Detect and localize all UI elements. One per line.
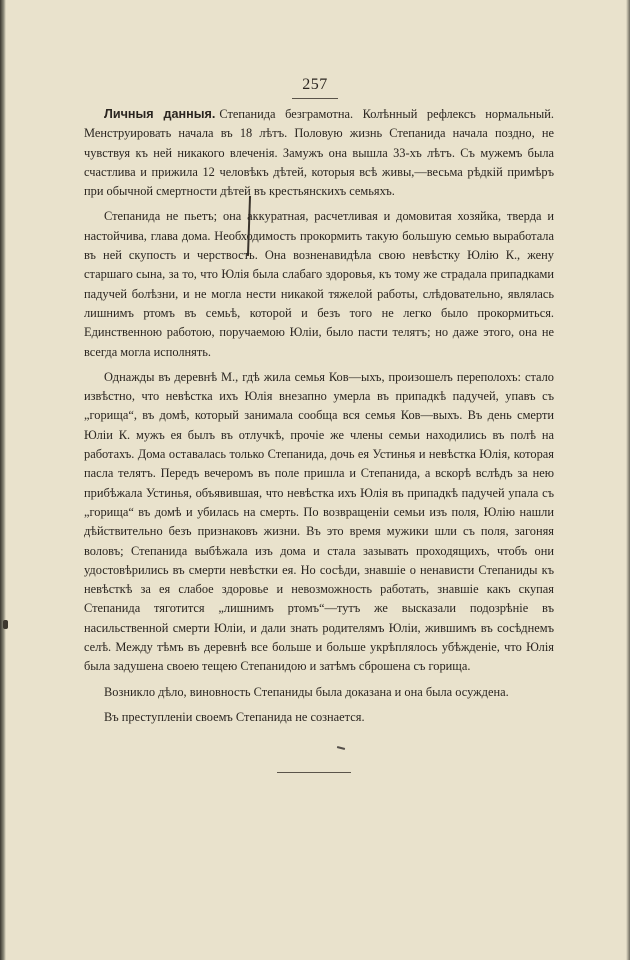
paragraph-text: Однажды въ деревнѣ М., гдѣ жила семья Ков—ыхъ, произошелъ переполохъ: стало извѣстно, что невѣстка ихъ Юлія внезапно умерла въ припадкѣ падучей, упавъ съ „горища“, въ домѣ, который занимала сообща вся семья Ков—выхъ. Въ день смерти Юліи К. мужъ ея былъ въ отлучкѣ, прочіе же члены семьи находились въ полѣ на работахъ. Дома оставалась только Степанида, дочь ея Устинья и невѣстка Юлія, которая пасла телятъ. Передъ вечеромъ въ поле пришла и Степанида, а вскорѣ вслѣдъ за нею прибѣжала Устинья, объявившая, что невѣстка ихъ Юлія въ припадкѣ падучей упала съ „горища“ въ домѣ и убилась на смерть. По возвращеніи семьи изъ поля, Юлію нашли дѣйствительно безъ признаковъ жизни. Въ это время мужики шли съ поля, загоняя воловъ; Степанида выбѣжала изъ дома и стала зазывать проходящихъ, чтобъ они удостовѣрились въ смерти невѣстки ея. Но сосѣди, знавшіе о ненависти Степаниды къ невѣсткѣ за ея слабое здоровье и невозможность работать, знавшіе какъ скупая Степанида тяготится „лишнимъ ртомъ“—тутъ же высказали подозрѣніе въ насильственной смерти Юліи, и дали знать родителямъ Юліи, жившимъ въ сосѣднемъ селѣ. Между тѣмъ въ деревнѣ все больше и больше укрѣплялось убѣжденіе, что Юлія была задушена своею тещею Степанидою и затѣмъ сброшена съ горища. <box>84 369 554 674</box>
paragraph-confession <box>84 708 554 727</box>
paragraph-character <box>84 207 554 361</box>
page-number: 257 <box>302 76 328 93</box>
paragraph-text: Степанида безграмотна. Колѣнный рефлексъ нормальный. Менструировать начала въ 18 лѣтъ. Половую жизнь Степанида начала поздно, не чувствуя къ ней никакого влеченія. Замужъ она вышла 33-хъ лѣтъ. Съ мужемъ была счастлива и прижила 12 человѣкъ дѣтей, которыя всѣ живы,—весьма рѣдкій примѣръ при обычной смертности дѣтей въ крестьянскихъ семьяхъ. <box>84 107 554 199</box>
margin-ink-speck <box>3 620 8 629</box>
stray-ink-mark <box>337 746 345 750</box>
paragraph-incident <box>84 368 554 677</box>
paragraph-text: Возникло дѣло, виновность Степаниды была доказана и она была осуждена. <box>104 684 509 699</box>
paragraph-text: Въ преступленіи своемъ Степанида не сознается. <box>104 709 365 724</box>
scan-shadow-right <box>626 0 630 960</box>
paragraph-personal-data <box>84 105 554 201</box>
section-end-rule <box>277 772 351 773</box>
body-text <box>84 105 554 727</box>
page-number-underline <box>292 98 338 99</box>
paragraph-case <box>84 683 554 702</box>
scan-shadow-left <box>0 0 6 960</box>
paragraph-text: Степанида не пьетъ; она аккуратная, расчетливая и домовитая хозяйка, тверда и настойчива, глава дома. Необходимость прокормить такую большую семью выработала въ ней скупость и черствость. Она возненавидѣла свою невѣстку Юлію К., жену старшаго сына, за то, что Юлія была слабаго здоровья, къ тому же страдала припадками падучей болѣзни, и не могла нести никакой тяжелой работы, слѣдовательно, являлась лишнимъ ртомъ въ семьѣ, которой и безъ того не легко было прокормиться. Единственною работою, поручаемою Юліи, было пасти телятъ; но даже этого, она не всегда могла исполнять. <box>84 209 554 359</box>
section-heading: Личныя данныя. <box>104 107 216 121</box>
